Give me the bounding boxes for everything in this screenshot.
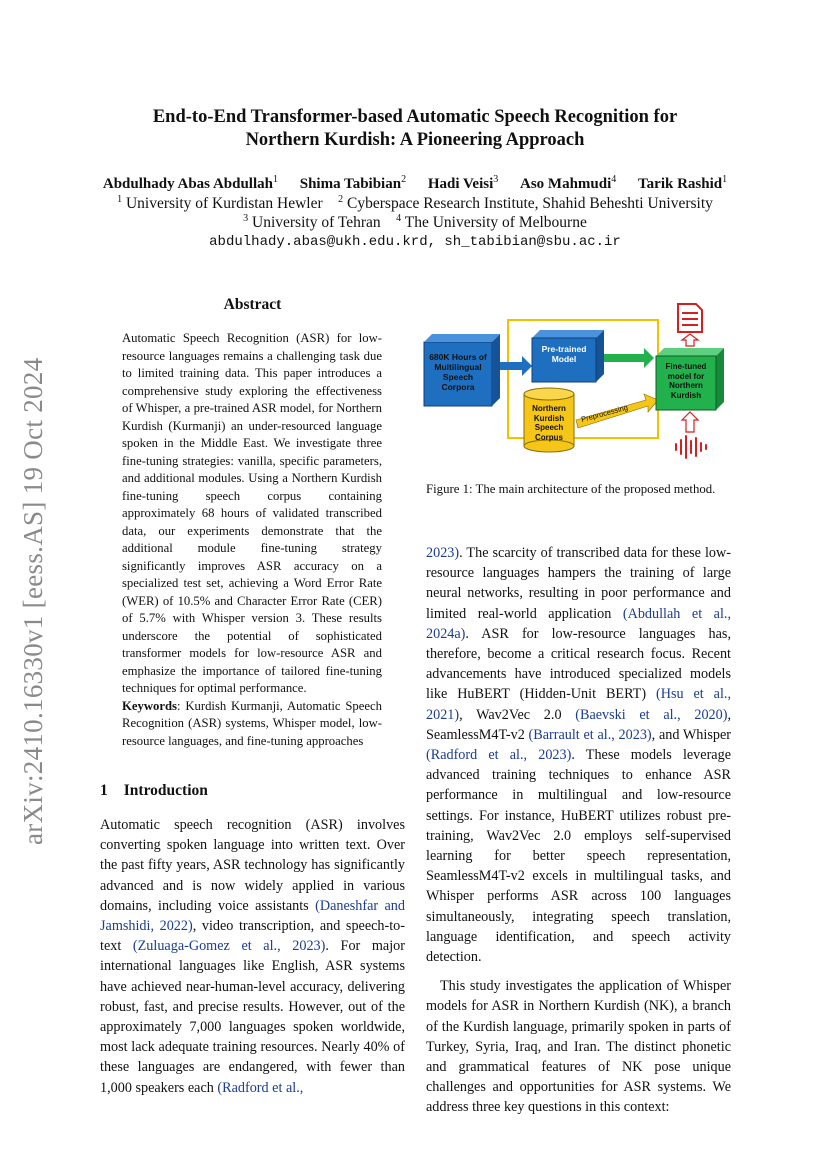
input-arrow-icon <box>682 412 698 432</box>
abstract-heading: Abstract <box>223 296 282 313</box>
citation-link[interactable]: (Daneshfar and Jamshidi, 2022) <box>100 897 405 935</box>
author-emails[interactable]: abdulhady.abas@ukh.edu.krd, sh_tabibian@sbu.ac.ir <box>209 234 621 250</box>
paper-title <box>80 106 750 152</box>
intro-right-column <box>426 543 731 1118</box>
arrow-to-pretrained <box>500 356 532 376</box>
abstract-body <box>122 330 382 750</box>
body-text: Automatic speech recognition (ASR) involves converting spoken language into written text. Over the past fifty years, ASR technology has significantly advanced and is now widely applied in various domains, including voice assistants <box>100 817 405 914</box>
section-title: Introduction <box>123 782 208 799</box>
keywords-text: : Kurdish Kurmanji, Automatic Speech Recognition (ASR) systems, Whisper model, low-resource languages, and fine-tuning approaches <box>122 698 382 748</box>
body-text: . These models leverage advanced training techniques to enhance ASR performance in multilingual and low-resource settings. For instance, HuBERT utilizes robust pre-training, Wav2Vec 2.0 employs self-supervised learning for better speech representation, SeamlessM4T-v2 excels in multilingual tasks, and Whisper performs ASR across 100 languages simultaneously, integrating speech translation, language identification, and speech activity detection. <box>426 747 731 966</box>
citation-link[interactable]: (Barrault et al., 2023) <box>528 726 652 743</box>
citation-link[interactable]: (Zuluaga-Gomez et al., 2023) <box>132 938 326 955</box>
body-text: . ASR for low-resource languages has, therefore, become a critical research focus. Recent advancements have introduced specialized models like HuBERT (Hidden-Unit BERT) <box>426 625 731 703</box>
author: Tarik Rashid$^1$ <box>638 174 728 192</box>
keywords-label: Keywords <box>122 698 177 713</box>
author: Hadi Veisi$^3$ <box>427 174 499 192</box>
figure-architecture <box>420 300 740 460</box>
title-line-2: Northern Kurdish: A Pioneering Approach <box>245 130 585 150</box>
sound-wave-icon <box>676 436 706 458</box>
output-arrow-icon <box>682 334 698 346</box>
intro-left-column <box>100 815 405 1098</box>
section-heading <box>100 782 208 800</box>
body-text: , video transcription, and speech-to-text <box>100 918 406 955</box>
body-text: , Wav2Vec 2.0 <box>459 706 576 723</box>
citation-link[interactable]: (Radford et al., 2023) <box>426 747 572 764</box>
box5-label: Fine-tuned model for Northern Kurdish <box>665 362 707 400</box>
citation-link[interactable]: (Hsu et al., 2021) <box>426 686 731 723</box>
author: Abdulhady Abas Abdullah$^1$ <box>102 174 278 192</box>
body-text: , SeamlessM4T-v2 <box>426 706 732 743</box>
arxiv-identifier: arXiv:2410.16330v1 [eess.AS] 19 Oct 2024 <box>18 357 48 845</box>
author: Aso Mahmudi$^4$ <box>520 174 617 192</box>
abstract-text: Automatic Speech Recognition (ASR) for low-resource languages remains a challenging task due to limited training data. This paper introduces a comprehensive study exploring the effectiveness of Whisper, a pre-trained ASR model, for Northern Kurdish (Kurmanji) an under-resourced language spoken in the Middle East. We investigate three fine-tuning strategies: vanilla, specific parameters, and additional modules. Using a Northern Kurdish fine-tuning speech corpus containing approximately 68 hours of validated transcribed data, our experiments demonstrate that the additional module fine-tuning strategy significantly improves ASR accuracy on a specialized test set, achieving a Word Error Rate (WER) of 10.5% and Character Error Rate (CER) of 5.7% with Whisper version 3. These results underscore the potential of sophisticated transformer models for low-resource ASR and emphasize the importance of tailored fine-tuning techniques for optimal performance. <box>122 331 382 695</box>
document-icon <box>678 304 702 332</box>
architecture-diagram <box>420 300 740 460</box>
box1-label: 680K Hours of Multilingual Speech Corpora <box>429 352 487 392</box>
figure-caption: Figure 1: The main architecture of the proposed method. <box>426 482 716 496</box>
keywords <box>122 698 382 751</box>
section-number: 1 <box>100 782 108 799</box>
body-text: , and Whisper <box>651 726 731 743</box>
affiliation-line-2: $^3$ University of Tehran $^4$ The University of Melbourne <box>243 213 587 231</box>
citation-link[interactable]: (Abdullah et al., 2024a) <box>426 605 731 642</box>
intro-paragraph-2: This study investigates the application of Whisper models for ASR in Northern Kurdish (NK), a branch of the Kurdish language, primarily spoken in parts of Turkey, Syria, Iraq, and Iran. The distinct phonetic and grammatical features of NK pose unique challenges and opportunities for ASR systems. We address three key questions in this context: <box>426 978 731 1116</box>
body-text: . For major international languages like English, ASR systems have achieved near-human-level accuracy, delivering robust, fast, and precise results. However, out of the approximately 7,000 languages spoken worldwide, most lack adequate training resources. Nearly 40% of these languages are endangered, with fewer than 1,000 speakers each <box>100 938 405 1096</box>
intro-paragraph-1 <box>100 815 405 1098</box>
citation-link[interactable]: (Baevski et al., 2020) <box>575 706 728 723</box>
box2-label: Pre-trained Model <box>541 344 587 364</box>
author: Shima Tabibian$^2$ <box>299 174 407 192</box>
citation-link[interactable]: 2023) <box>426 545 460 561</box>
arrow-to-finetuned <box>604 348 654 368</box>
citation-link[interactable]: (Radford et al., <box>217 1079 304 1096</box>
title-line-1: End-to-End Transformer-based Automatic Speech Recognition for <box>152 107 678 127</box>
affiliation-line-1: $^1$ University of Kurdistan Hewler $^2$ Cyberspace Research Institute, Shahid Beheshti University <box>117 194 713 212</box>
box4-label: Preprocessing <box>580 402 629 424</box>
body-text: . The scarcity of transcribed data for these low-resource languages hampers the training of large neural networks, resulting in poor performance and limited real-world application <box>426 545 731 622</box>
box3-label: Northern Kurdish Speech Corpus <box>532 404 566 442</box>
author-list <box>60 176 770 193</box>
intro-paragraph-1-continued <box>426 543 731 967</box>
